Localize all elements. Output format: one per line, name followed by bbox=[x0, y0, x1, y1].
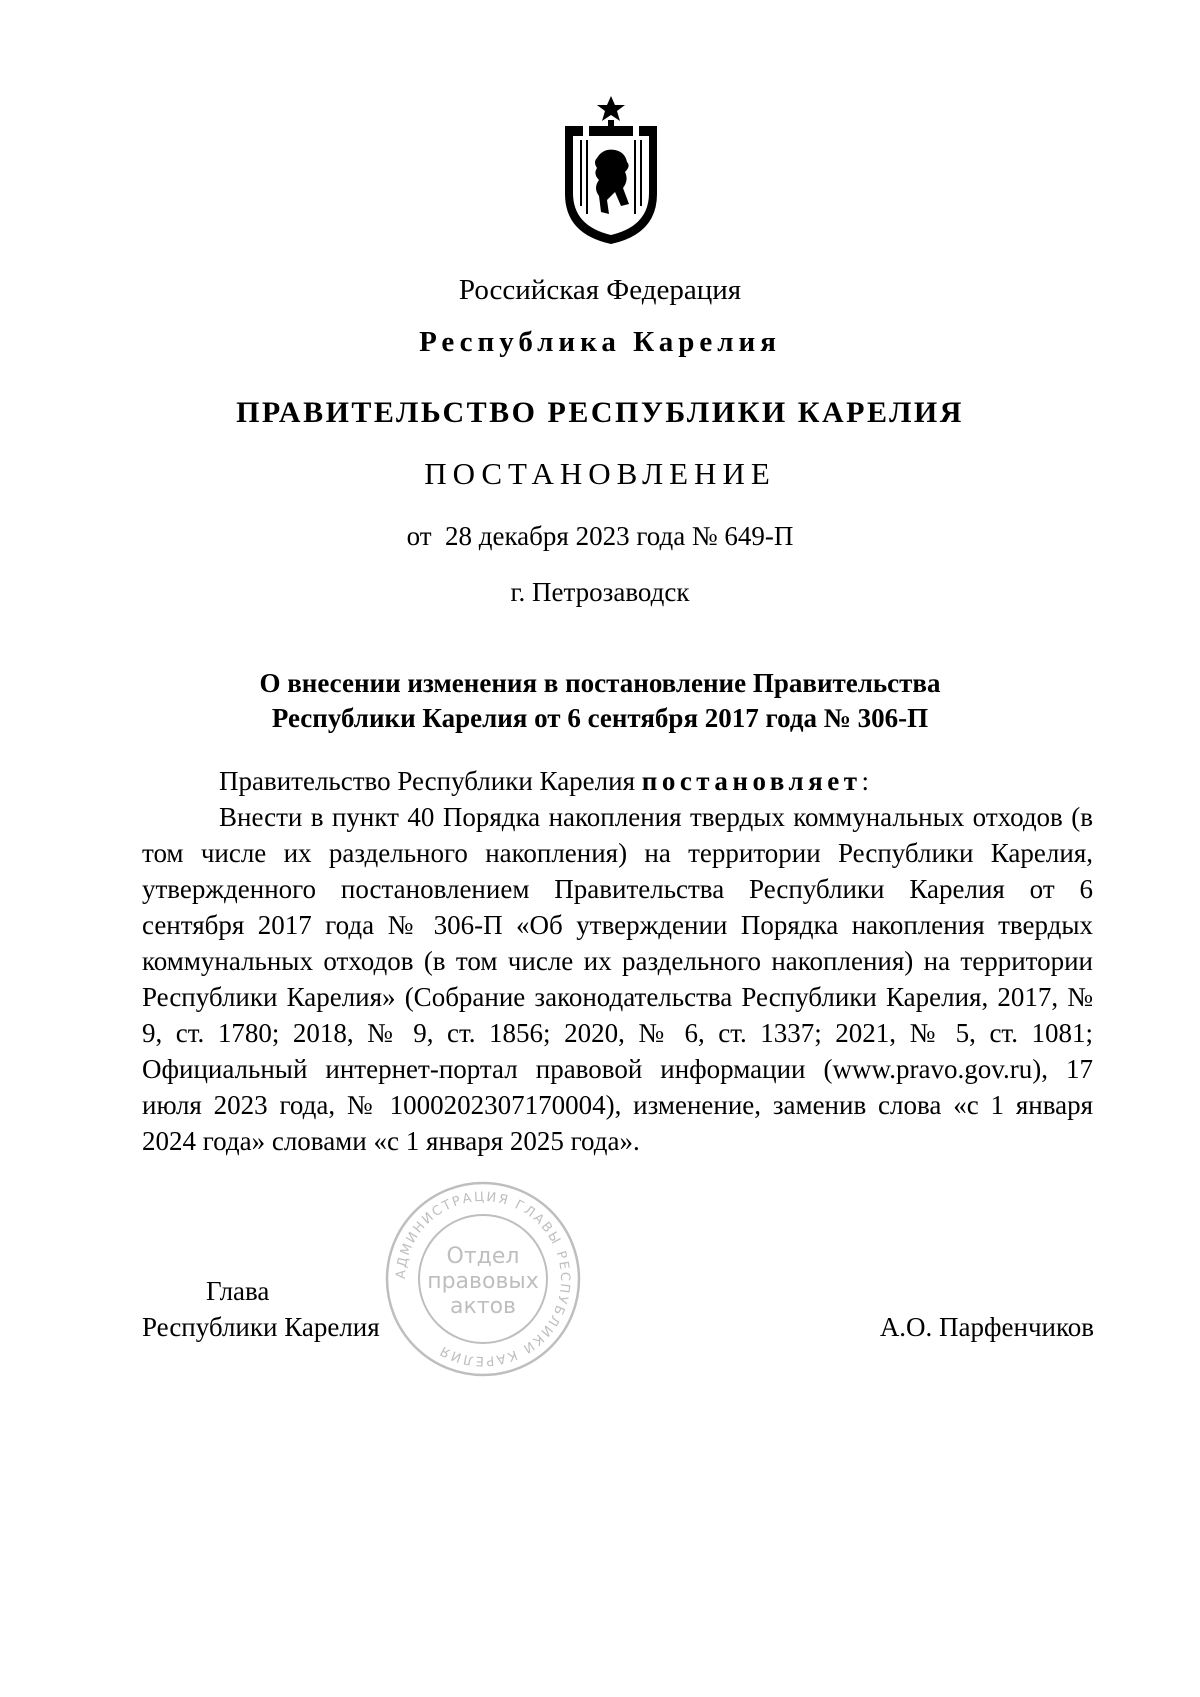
signatory-name: А.О. Парфенчиков bbox=[879, 1312, 1094, 1342]
subject-line-2: Республики Карелия от 6 сентября 2017 года № 306-П bbox=[271, 703, 929, 733]
decree-colon: : bbox=[861, 766, 870, 796]
official-stamp bbox=[383, 1179, 583, 1379]
document-subject bbox=[0, 666, 1200, 736]
decree-lead: Правительство Республики Карелия bbox=[219, 766, 642, 796]
republic-name: Республика Карелия bbox=[419, 326, 781, 358]
country-name: Российская Федерация bbox=[458, 274, 742, 306]
karelia-coat-of-arms-icon bbox=[559, 96, 663, 246]
decree-statement bbox=[142, 763, 1093, 799]
subject-line-1: О внесении изменения в постановление Правительства bbox=[259, 668, 941, 698]
stamp-center-line-3: актов bbox=[449, 1294, 517, 1319]
stamp-ring-text: АДМИНИСТРАЦИЯ ГЛАВЫ РЕСПУБЛИКИ КАРЕЛИЯ bbox=[393, 1189, 573, 1369]
document-city: г. Петрозаводск bbox=[510, 577, 690, 607]
signatory-title bbox=[142, 1273, 380, 1345]
signatory-title-line-1: Глава bbox=[206, 1276, 270, 1306]
government-name: ПРАВИТЕЛЬСТВО РЕСПУБЛИКИ КАРЕЛИЯ bbox=[236, 396, 964, 429]
decree-word: постановляет bbox=[641, 766, 862, 796]
stamp-center-line-2: правовых bbox=[427, 1269, 539, 1294]
signatory-title-line-2: Республики Карелия bbox=[142, 1312, 380, 1342]
document-body bbox=[142, 763, 1093, 1159]
main-paragraph: Внести в пункт 40 Порядка накопления твердых коммунальных отходов (в том числе их раздельного накопления) на территории Республики Карелия, утвержденного постановлением Правительства Республики Карелия от 6 сентября 2017 года № 306-П «Об утверждении Порядка накопления твердых коммунальных отходов (в том числе их раздельного накопления) на территории Республики Карелия» (Собрание законодательства Республики Карелия, 2017, № 9, ст. 1780; 2018, № 9, ст. 1856; 2020, № 6, ст. 1337; 2021, № 5, ст. 1081; Официальный интернет-портал правовой информации (www.pravo.gov.ru), 17 июля 2023 года, № 1000202307170004), изменение, заменив слова «с 1 января 2024 года» словами «с 1 января 2025 года». bbox=[142, 802, 1093, 1156]
document-date-number: от 28 декабря 2023 года № 649-П bbox=[406, 521, 794, 551]
stamp-center-line-1: Отдел bbox=[446, 1244, 520, 1269]
document-type: ПОСТАНОВЛЕНИЕ bbox=[424, 456, 776, 491]
